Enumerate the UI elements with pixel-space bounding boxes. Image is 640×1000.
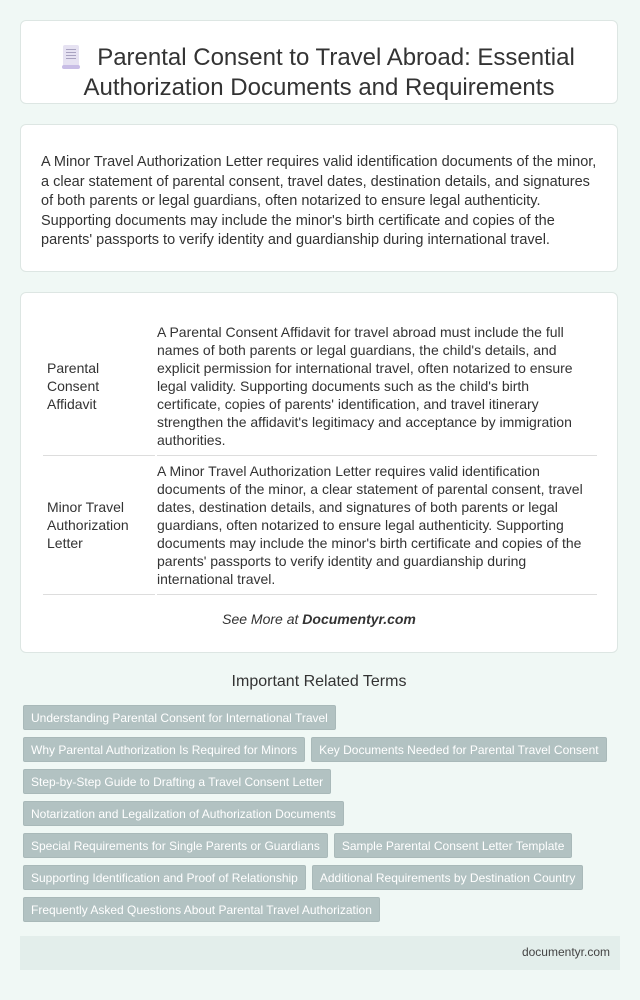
document-icon — [63, 45, 79, 67]
page-title-text: Parental Consent to Travel Abroad: Essential Authorization Documents and Requirements — [83, 44, 575, 101]
table-row — [43, 317, 597, 456]
description-cell: A Parental Consent Affidavit for travel abroad must include the full names of both parents or legal guardians, the child's details, and explicit permission for international travel, often notarized to ensure legal validity. Supporting documents such as the child's birth certificate, copies of parents' identification, and travel itinerary strengthen the affidavit's legitimacy and acceptance by immigration authorities. — [157, 317, 597, 456]
related-term-tag[interactable]: Frequently Asked Questions About Parental Travel Authorization — [23, 897, 380, 922]
tag-row — [23, 769, 617, 794]
summary-card — [20, 124, 618, 272]
page-title — [21, 21, 617, 103]
tag-row — [23, 801, 617, 826]
table-card — [20, 292, 618, 653]
related-term-tag[interactable]: Special Requirements for Single Parents or Guardians — [23, 833, 328, 858]
footer-site-link[interactable]: documentyr.com — [521, 945, 610, 959]
tag-row — [23, 897, 617, 922]
related-term-tag[interactable]: Why Parental Authorization Is Required for Minors — [23, 737, 305, 762]
related-term-tag[interactable]: Supporting Identification and Proof of Relationship — [23, 865, 306, 890]
related-terms-list — [23, 705, 617, 929]
term-cell: Minor Travel Authorization Letter — [43, 456, 155, 595]
related-term-tag[interactable]: Additional Requirements by Destination Country — [312, 865, 583, 890]
title-card — [20, 20, 618, 104]
see-more-prefix: See More at — [222, 611, 303, 627]
tag-row — [23, 833, 617, 858]
see-more-link[interactable]: Documentyr.com — [302, 611, 416, 627]
summary-text: A Minor Travel Authorization Letter requires valid identification documents of the minor, a clear statement of parental consent, travel dates, destination details, and signatures of both parents or legal guardians, often notarized to ensure legal authenticity. Supporting documents may include the minor's birth certificate and copies of the parents' passports to verify identity and guardianship during international travel. — [41, 154, 597, 248]
terms-table — [41, 317, 599, 595]
tag-row — [23, 865, 617, 890]
table-row — [43, 456, 597, 595]
description-cell: A Minor Travel Authorization Letter requires valid identification documents of the minor, a clear statement of parental consent, travel dates, destination details, and signatures of both parents or legal guardians, often notarized to ensure legal authenticity. Supporting documents may include the minor's birth certificate and copies of the parents' passports to verify identity and guardianship during international travel. — [157, 456, 597, 595]
footer — [20, 936, 620, 970]
related-term-tag[interactable]: Notarization and Legalization of Authorization Documents — [23, 801, 344, 826]
tag-row — [23, 705, 617, 730]
related-term-tag[interactable]: Understanding Parental Consent for International Travel — [23, 705, 336, 730]
tag-row — [23, 737, 617, 762]
related-term-tag[interactable]: Sample Parental Consent Letter Template — [334, 833, 573, 858]
related-term-tag[interactable]: Step-by-Step Guide to Drafting a Travel Consent Letter — [23, 769, 331, 794]
related-term-tag[interactable]: Key Documents Needed for Parental Travel Consent — [311, 737, 606, 762]
related-terms-title: Important Related Terms — [231, 673, 407, 690]
term-cell: Parental Consent Affidavit — [43, 317, 155, 456]
see-more — [21, 611, 617, 627]
